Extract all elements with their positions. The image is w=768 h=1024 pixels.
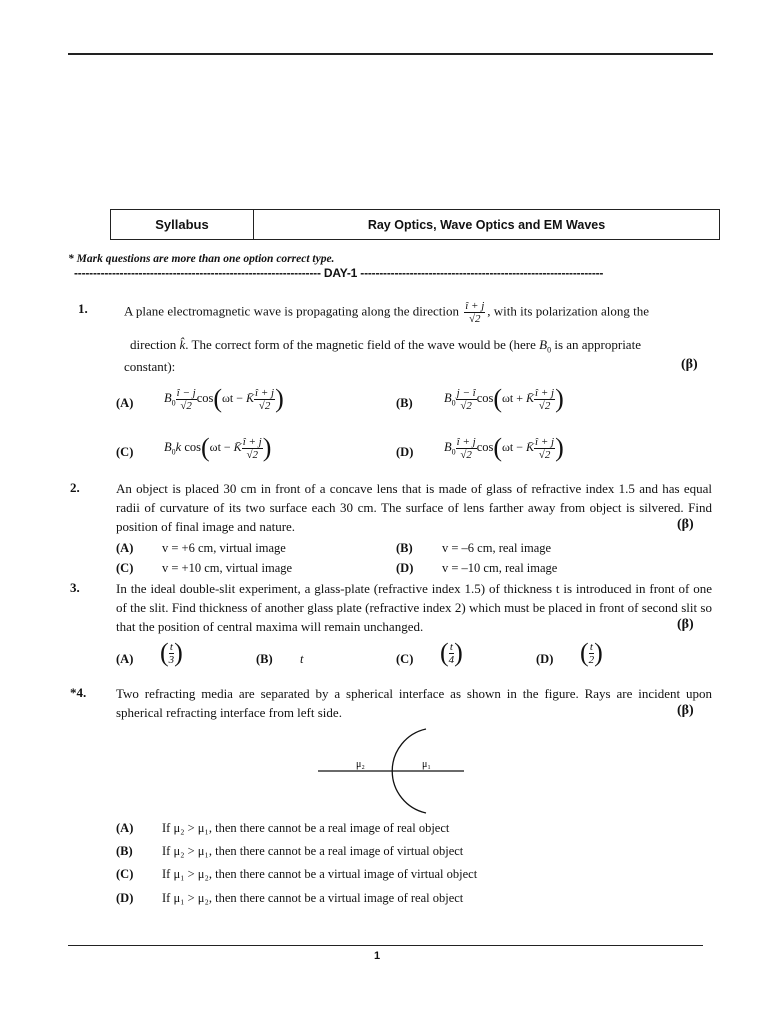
option-expression: $B_0k$ cos(ωt − K̄ $\frac{î + j}{√2}$ ): [164, 433, 272, 462]
question-number: 1.: [78, 301, 88, 316]
option-label: (A): [116, 821, 134, 835]
option-text: If μ₁ > μ₂, then there cannot be a virtual image of real object: [162, 891, 464, 905]
option-expression: $B_0$ $\frac{î + j}{√2}$ cos(ωt − K̄ $\frac{î + j}{√2}$ ): [444, 433, 564, 462]
beta-mark: (β): [677, 517, 694, 532]
question-number: *4.: [70, 685, 87, 700]
mu-left-label: μ₂: [356, 759, 365, 770]
option-text: If μ₁ > μ₂, then there cannot be a virtual image of virtual object: [162, 867, 478, 881]
option-expression: $B_0$ $\frac{j - î}{√2}$ cos(ωt + K̄ $\frac{î + j}{√2}$ ): [444, 384, 564, 413]
option-label: (D): [396, 561, 414, 575]
top-rule: [68, 53, 713, 55]
option-label: (C): [116, 561, 134, 575]
question-text: A plane electromagnetic wave is propagating along the direction $\frac{î + j}{√2}$ , with its polarization along the: [124, 300, 650, 325]
day-label: DAY-1: [323, 266, 358, 280]
option-text: If μ₂ > μ₁, then there cannot be a real image of virtual object: [162, 844, 464, 858]
beta-mark: (β): [677, 617, 694, 632]
option-text: v = +10 cm, virtual image: [162, 561, 293, 575]
option-label: (D): [536, 652, 554, 666]
beta-mark: (β): [677, 703, 694, 718]
mu-right-label: μ₁: [422, 759, 431, 770]
option-label: (C): [116, 867, 134, 881]
option-label: (D): [396, 445, 414, 459]
syllabus-box: [110, 209, 720, 240]
option-expression: $B_0$ $\frac{î - j}{√2}$ cos(ωt − K̄ $\frac{î + j}{√2}$ ): [164, 384, 284, 413]
option-label: (B): [396, 396, 413, 410]
option-label: (B): [116, 844, 133, 858]
note-text: * Mark questions are more than one option correct type.: [68, 253, 335, 265]
option-text: t: [300, 652, 304, 666]
option-label: (A): [116, 541, 134, 555]
question-number: 2.: [70, 480, 80, 495]
spherical-interface-figure: [316, 726, 466, 816]
day-divider: ----------------------------------------------------------------- DAY-1 ----------------------------------------------------------------: [74, 266, 604, 280]
option-label: (A): [116, 396, 134, 410]
syllabus-label: Syllabus: [111, 210, 254, 239]
direction-fraction: $\frac{î + j}{√2}$: [465, 300, 485, 325]
option-label: (C): [396, 652, 414, 666]
bottom-rule: [68, 945, 703, 946]
question-text-cont: constant):: [124, 359, 176, 374]
option-label: (C): [116, 445, 134, 459]
question-number: 3.: [70, 580, 80, 595]
question-text-cont: direction k̂. The correct form of the magnetic field of the wave would be (here $B_0$ is an appropriate: [130, 337, 641, 355]
question-text: In the ideal double-slit experiment, a glass-plate (refractive index 1.5) of thickness t is introduced in front of one of the slit. Find thickness of another glass plate (refractive index 2) which must be placed in front of second slit so that the position of central maxima will remain unchanged.: [116, 581, 712, 634]
option-label: (B): [256, 652, 273, 666]
option-text: v = –10 cm, real image: [442, 561, 558, 575]
option-text: If μ₂ > μ₁, then there cannot be a real image of real object: [162, 821, 450, 835]
beta-mark: (β): [681, 357, 698, 372]
option-text: v = –6 cm, real image: [442, 541, 552, 555]
option-label: (B): [396, 541, 413, 555]
option-text: v = +6 cm, virtual image: [162, 541, 286, 555]
question-text: An object is placed 30 cm in front of a concave lens that is made of glass of refractive index 1.5 and has equal radii of curvature of its two surface each 30 cm. The surface of lens farther away from object is silvered. Find position of final image and nature.: [116, 481, 712, 534]
question-text: Two refracting media are separated by a spherical interface as shown in the figure. Rays are incident upon spherical refracting interface from left side.: [116, 686, 712, 720]
syllabus-topics: Ray Optics, Wave Optics and EM Waves: [367, 217, 606, 232]
option-label: (D): [116, 891, 134, 905]
option-expression: ( $\frac{t}{2}$ ): [580, 638, 603, 667]
option-label: (A): [116, 652, 134, 666]
option-expression: ( $\frac{t}{4}$ ): [440, 638, 463, 667]
option-expression: ( $\frac{t}{3}$ ): [160, 638, 183, 667]
page-number: 1: [374, 950, 381, 962]
